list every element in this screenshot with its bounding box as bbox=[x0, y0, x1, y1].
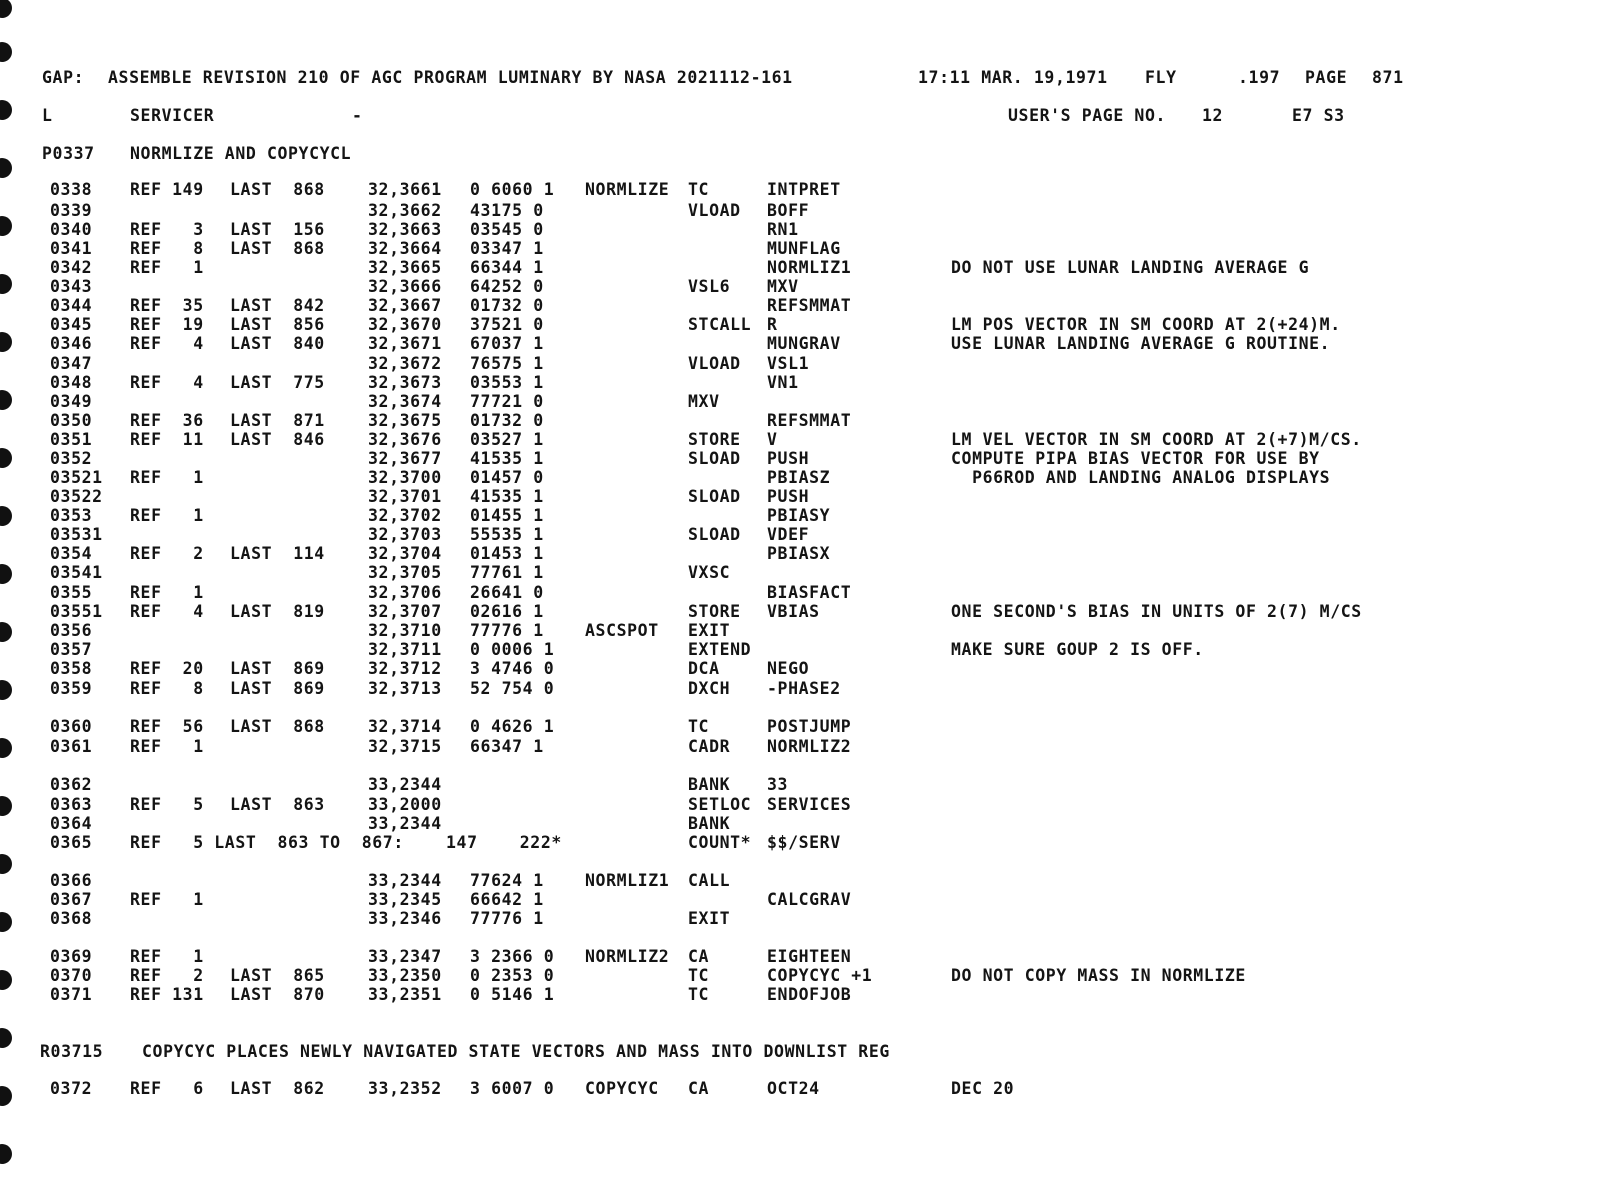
line-number: 0344 bbox=[50, 296, 93, 315]
operand: NORMLIZ1 bbox=[767, 258, 852, 277]
address: 33,2346 bbox=[368, 909, 442, 928]
operand: VN1 bbox=[767, 373, 799, 392]
last-ref: LAST 846 bbox=[230, 430, 325, 449]
opcode: TC bbox=[688, 717, 710, 736]
ref-count: REF 35 bbox=[130, 296, 204, 315]
opcode: DXCH bbox=[688, 679, 731, 698]
table-row bbox=[0, 258, 1617, 278]
operand: REFSMMAT bbox=[767, 411, 852, 430]
table-row bbox=[0, 373, 1617, 393]
last-ref: LAST 868 bbox=[230, 239, 325, 258]
octal-word: 03545 0 bbox=[470, 220, 544, 239]
octal-word: 01453 1 bbox=[470, 544, 544, 563]
table-row bbox=[0, 947, 1617, 967]
opcode: COUNT* bbox=[688, 833, 752, 852]
comment: DEC 20 bbox=[951, 1079, 1015, 1098]
table-row bbox=[0, 679, 1617, 699]
operand: SERVICES bbox=[767, 795, 852, 814]
operand: NEGO bbox=[767, 659, 810, 678]
operand: 33 bbox=[767, 775, 789, 794]
line-number: 0354 bbox=[50, 544, 93, 563]
fly-label: FLY bbox=[1145, 68, 1177, 87]
punch-hole bbox=[0, 1144, 12, 1164]
operand: MUNGRAV bbox=[767, 334, 841, 353]
section-dash: - bbox=[352, 106, 363, 125]
line-number: 0356 bbox=[50, 621, 93, 640]
last-ref: LAST 868 bbox=[230, 180, 325, 199]
last-ref: LAST 863 bbox=[230, 795, 325, 814]
opcode: CALL bbox=[688, 871, 731, 890]
last-ref: LAST 868 bbox=[230, 717, 325, 736]
last-ref: LAST 840 bbox=[230, 334, 325, 353]
opcode: TC bbox=[688, 966, 710, 985]
line-number: 0355 bbox=[50, 583, 93, 602]
octal-word: 41535 1 bbox=[470, 487, 544, 506]
table-row bbox=[0, 985, 1617, 1005]
section-letter: L bbox=[42, 106, 53, 125]
last-ref: LAST 865 bbox=[230, 966, 325, 985]
table-row bbox=[0, 640, 1617, 660]
operand: POSTJUMP bbox=[767, 717, 852, 736]
opcode: TC bbox=[688, 985, 710, 1004]
comment: ONE SECOND'S BIAS IN UNITS OF 2(7) M/CS bbox=[951, 602, 1362, 621]
gap-label: GAP: bbox=[42, 68, 85, 87]
operand: PBIASX bbox=[767, 544, 831, 563]
ref-count: REF 8 bbox=[130, 239, 204, 258]
comment: P66ROD AND LANDING ANALOG DISPLAYS bbox=[951, 468, 1331, 487]
table-row bbox=[0, 468, 1617, 488]
last-ref: LAST 156 bbox=[230, 220, 325, 239]
operand: V bbox=[767, 430, 778, 449]
label: COPYCYC bbox=[585, 1079, 659, 1098]
ref-count: REF 11 bbox=[130, 430, 204, 449]
address: 32,3713 bbox=[368, 679, 442, 698]
address: 32,3667 bbox=[368, 296, 442, 315]
line-number: 0359 bbox=[50, 679, 93, 698]
operand: PUSH bbox=[767, 449, 810, 468]
address: 32,3703 bbox=[368, 525, 442, 544]
ref-count: REF 6 bbox=[130, 1079, 204, 1098]
operand: MUNFLAG bbox=[767, 239, 841, 258]
line-number: 0363 bbox=[50, 795, 93, 814]
operand: EIGHTEEN bbox=[767, 947, 852, 966]
address: 32,3702 bbox=[368, 506, 442, 525]
line-number: 0364 bbox=[50, 814, 93, 833]
opcode: SLOAD bbox=[688, 487, 741, 506]
octal-word: 77761 1 bbox=[470, 563, 544, 582]
address: 32,3664 bbox=[368, 239, 442, 258]
users-page-number: 12 bbox=[1202, 106, 1224, 125]
opcode: STCALL bbox=[688, 315, 752, 334]
operand: REFSMMAT bbox=[767, 296, 852, 315]
operand: PBIASZ bbox=[767, 468, 831, 487]
address: 32,3705 bbox=[368, 563, 442, 582]
line-number: 0351 bbox=[50, 430, 93, 449]
opcode: MXV bbox=[688, 392, 720, 411]
last-ref: LAST 819 bbox=[230, 602, 325, 621]
ref-count: REF 131 bbox=[130, 985, 204, 1004]
octal-word: 26641 0 bbox=[470, 583, 544, 602]
address: 33,2345 bbox=[368, 890, 442, 909]
table-row bbox=[0, 334, 1617, 354]
address: 32,3673 bbox=[368, 373, 442, 392]
address: 32,3661 bbox=[368, 180, 442, 199]
ref-count: REF 1 bbox=[130, 737, 204, 756]
table-row bbox=[0, 392, 1617, 412]
label: ASCSPOT bbox=[585, 621, 659, 640]
address: 32,3707 bbox=[368, 602, 442, 621]
operand: OCT24 bbox=[767, 1079, 820, 1098]
line-number: 0358 bbox=[50, 659, 93, 678]
address: 32,3706 bbox=[368, 583, 442, 602]
address: 32,3675 bbox=[368, 411, 442, 430]
table-row bbox=[0, 833, 1617, 853]
ref-count: REF 8 bbox=[130, 679, 204, 698]
address: 32,3677 bbox=[368, 449, 442, 468]
table-row bbox=[0, 621, 1617, 641]
table-row bbox=[0, 315, 1617, 335]
line-number: 03551 bbox=[50, 602, 103, 621]
table-row bbox=[0, 1079, 1617, 1099]
octal-word: 0 4626 1 bbox=[470, 717, 555, 736]
last-ref: LAST 862 bbox=[230, 1079, 325, 1098]
line-number: 0353 bbox=[50, 506, 93, 525]
title-text: NORMLIZE AND COPYCYCL bbox=[130, 144, 352, 163]
line-number: 0343 bbox=[50, 277, 93, 296]
comment: DO NOT USE LUNAR LANDING AVERAGE G bbox=[951, 258, 1310, 277]
table-row bbox=[0, 717, 1617, 737]
table-row bbox=[0, 737, 1617, 757]
octal-word: 3 6007 0 bbox=[470, 1079, 555, 1098]
line-number: 0347 bbox=[50, 354, 93, 373]
table-row bbox=[0, 239, 1617, 259]
operand: VDEF bbox=[767, 525, 810, 544]
comment: MAKE SURE GOUP 2 IS OFF. bbox=[951, 640, 1204, 659]
timestamp: 17:11 MAR. 19,1971 bbox=[918, 68, 1108, 87]
line-number: 0366 bbox=[50, 871, 93, 890]
octal-word: 01732 0 bbox=[470, 296, 544, 315]
address: 33,2347 bbox=[368, 947, 442, 966]
section-name: SERVICER bbox=[130, 106, 215, 125]
ref-count: REF 5 bbox=[130, 795, 204, 814]
address: 32,3674 bbox=[368, 392, 442, 411]
octal-word: 03527 1 bbox=[470, 430, 544, 449]
opcode: BANK bbox=[688, 814, 731, 833]
octal-word: 77776 1 bbox=[470, 909, 544, 928]
opcode: EXIT bbox=[688, 909, 731, 928]
opcode: STORE bbox=[688, 430, 741, 449]
octal-word: 76575 1 bbox=[470, 354, 544, 373]
table-row bbox=[0, 544, 1617, 564]
operand: BOFF bbox=[767, 201, 810, 220]
table-row bbox=[0, 966, 1617, 986]
line-number: 0350 bbox=[50, 411, 93, 430]
operand: COPYCYC +1 bbox=[767, 966, 873, 985]
line-number: 0342 bbox=[50, 258, 93, 277]
table-row bbox=[0, 220, 1617, 240]
opcode: VSL6 bbox=[688, 277, 731, 296]
line-number: 0362 bbox=[50, 775, 93, 794]
octal-word: 43175 0 bbox=[470, 201, 544, 220]
comment: USE LUNAR LANDING AVERAGE G ROUTINE. bbox=[951, 334, 1331, 353]
ref-count: REF 149 bbox=[130, 180, 204, 199]
ref-code: E7 S3 bbox=[1292, 106, 1345, 125]
line-number: 03531 bbox=[50, 525, 103, 544]
address: 32,3714 bbox=[368, 717, 442, 736]
operand: VBIAS bbox=[767, 602, 820, 621]
ref-count: REF 1 bbox=[130, 258, 204, 277]
table-row bbox=[0, 201, 1617, 221]
opcode: BANK bbox=[688, 775, 731, 794]
opcode: TC bbox=[688, 180, 710, 199]
opcode: CA bbox=[688, 1079, 710, 1098]
ref-count: REF 4 bbox=[130, 373, 204, 392]
table-row bbox=[0, 354, 1617, 374]
ref-count: REF 4 bbox=[130, 602, 204, 621]
ref-count: REF 1 bbox=[130, 468, 204, 487]
ref-count: REF 19 bbox=[130, 315, 204, 334]
table-row bbox=[0, 430, 1617, 450]
punch-hole bbox=[0, 1028, 12, 1048]
ref-count: REF 1 bbox=[130, 583, 204, 602]
operand: -PHASE2 bbox=[767, 679, 841, 698]
operand: VSL1 bbox=[767, 354, 810, 373]
ref-count: REF 1 bbox=[130, 890, 204, 909]
address: 32,3670 bbox=[368, 315, 442, 334]
table-row bbox=[0, 525, 1617, 545]
line-number: 0352 bbox=[50, 449, 93, 468]
operand: R bbox=[767, 315, 778, 334]
address: 32,3712 bbox=[368, 659, 442, 678]
operand: PUSH bbox=[767, 487, 810, 506]
opcode: CA bbox=[688, 947, 710, 966]
label: NORMLIZE bbox=[585, 180, 670, 199]
line-number: 0361 bbox=[50, 737, 93, 756]
octal-word: 41535 1 bbox=[470, 449, 544, 468]
address: 32,3715 bbox=[368, 737, 442, 756]
octal-word: 3 4746 0 bbox=[470, 659, 555, 678]
line-number: 0357 bbox=[50, 640, 93, 659]
table-row bbox=[0, 659, 1617, 679]
table-row bbox=[0, 277, 1617, 297]
title-code: P0337 bbox=[42, 144, 95, 163]
octal-word: 66642 1 bbox=[470, 890, 544, 909]
opcode: VLOAD bbox=[688, 201, 741, 220]
octal-word: 77776 1 bbox=[470, 621, 544, 640]
ref-count: REF 3 bbox=[130, 220, 204, 239]
operand: $$/SERV bbox=[767, 833, 841, 852]
opcode: EXTEND bbox=[688, 640, 752, 659]
table-row bbox=[0, 909, 1617, 929]
ref-count: REF 1 bbox=[130, 506, 204, 525]
address: 33,2000 bbox=[368, 795, 442, 814]
operand: ENDOFJOB bbox=[767, 985, 852, 1004]
address: 32,3663 bbox=[368, 220, 442, 239]
opcode: VLOAD bbox=[688, 354, 741, 373]
operand: INTPRET bbox=[767, 180, 841, 199]
octal-word: 01455 1 bbox=[470, 506, 544, 525]
octal-word: 02616 1 bbox=[470, 602, 544, 621]
ref-count: REF 1 bbox=[130, 947, 204, 966]
octal-word: 0 6060 1 bbox=[470, 180, 555, 199]
line-number: 0368 bbox=[50, 909, 93, 928]
operand: MXV bbox=[767, 277, 799, 296]
table-row bbox=[0, 411, 1617, 431]
assemble-text: ASSEMBLE REVISION 210 OF AGC PROGRAM LUMINARY BY NASA 2021112-161 bbox=[108, 68, 793, 87]
operand: RN1 bbox=[767, 220, 799, 239]
operand: CALCGRAV bbox=[767, 890, 852, 909]
octal-word: 03347 1 bbox=[470, 239, 544, 258]
line-number: 0369 bbox=[50, 947, 93, 966]
address: 33,2344 bbox=[368, 814, 442, 833]
last-ref: LAST 871 bbox=[230, 411, 325, 430]
octal-word: 3 2366 0 bbox=[470, 947, 555, 966]
octal-word: 01457 0 bbox=[470, 468, 544, 487]
octal-word: 67037 1 bbox=[470, 334, 544, 353]
octal-word: 01732 0 bbox=[470, 411, 544, 430]
page-label: PAGE bbox=[1305, 68, 1348, 87]
section2-code: R03715 bbox=[40, 1042, 104, 1061]
label: NORMLIZ1 bbox=[585, 871, 670, 890]
octal-word: 52 754 0 bbox=[470, 679, 555, 698]
table-row bbox=[0, 814, 1617, 834]
table-row bbox=[0, 890, 1617, 910]
ref-count: REF 4 bbox=[130, 334, 204, 353]
table-row bbox=[0, 296, 1617, 316]
line-number: 0338 bbox=[50, 180, 93, 199]
line-number: 0360 bbox=[50, 717, 93, 736]
address: 32,3701 bbox=[368, 487, 442, 506]
table-row bbox=[0, 775, 1617, 795]
octal-word: 77624 1 bbox=[470, 871, 544, 890]
table-row bbox=[0, 449, 1617, 469]
octal-word: 37521 0 bbox=[470, 315, 544, 334]
last-ref: LAST 869 bbox=[230, 679, 325, 698]
address: 32,3665 bbox=[368, 258, 442, 277]
opcode: SLOAD bbox=[688, 525, 741, 544]
opcode: SETLOC bbox=[688, 795, 752, 814]
run-code: .197 bbox=[1238, 68, 1281, 87]
table-row bbox=[0, 506, 1617, 526]
line-number: 0367 bbox=[50, 890, 93, 909]
punch-hole bbox=[0, 158, 12, 178]
opcode: EXIT bbox=[688, 621, 731, 640]
line-number: 0339 bbox=[50, 201, 93, 220]
table-row bbox=[0, 871, 1617, 891]
opcode: STORE bbox=[688, 602, 741, 621]
ref-count: REF 2 bbox=[130, 544, 204, 563]
last-ref: LAST 114 bbox=[230, 544, 325, 563]
octal-word: 66344 1 bbox=[470, 258, 544, 277]
line-number: 0372 bbox=[50, 1079, 93, 1098]
address: 33,2344 bbox=[368, 775, 442, 794]
ref-count: REF 56 bbox=[130, 717, 204, 736]
address: 32,3676 bbox=[368, 430, 442, 449]
table-row bbox=[0, 583, 1617, 603]
operand: PBIASY bbox=[767, 506, 831, 525]
address: 32,3666 bbox=[368, 277, 442, 296]
line-number: 0341 bbox=[50, 239, 93, 258]
comment: LM POS VECTOR IN SM COORD AT 2(+24)M. bbox=[951, 315, 1341, 334]
octal-word: 0 0006 1 bbox=[470, 640, 555, 659]
octal-word: 77721 0 bbox=[470, 392, 544, 411]
line-number: 0348 bbox=[50, 373, 93, 392]
opcode: DCA bbox=[688, 659, 720, 678]
octal-word: 66347 1 bbox=[470, 737, 544, 756]
ref-count: REF 36 bbox=[130, 411, 204, 430]
table-row bbox=[0, 795, 1617, 815]
address: 33,2350 bbox=[368, 966, 442, 985]
punch-hole bbox=[0, 0, 12, 18]
address: 32,3710 bbox=[368, 621, 442, 640]
last-ref: LAST 870 bbox=[230, 985, 325, 1004]
opcode: VXSC bbox=[688, 563, 731, 582]
last-ref: LAST 842 bbox=[230, 296, 325, 315]
line-number: 0346 bbox=[50, 334, 93, 353]
line-number: 0345 bbox=[50, 315, 93, 334]
address: 33,2351 bbox=[368, 985, 442, 1004]
users-page-label: USER'S PAGE NO. bbox=[1008, 106, 1167, 125]
address: 32,3671 bbox=[368, 334, 442, 353]
table-row bbox=[0, 487, 1617, 507]
address: 32,3700 bbox=[368, 468, 442, 487]
address: 32,3711 bbox=[368, 640, 442, 659]
line-number: 0365 bbox=[50, 833, 93, 852]
octal-word: 03553 1 bbox=[470, 373, 544, 392]
address: 32,3672 bbox=[368, 354, 442, 373]
comment: COMPUTE PIPA BIAS VECTOR FOR USE BY bbox=[951, 449, 1320, 468]
ref-count: REF 2 bbox=[130, 966, 204, 985]
operand: NORMLIZ2 bbox=[767, 737, 852, 756]
octal-word: 0 5146 1 bbox=[470, 985, 555, 1004]
line-number: 03541 bbox=[50, 563, 103, 582]
opcode: SLOAD bbox=[688, 449, 741, 468]
address: 33,2344 bbox=[368, 871, 442, 890]
last-ref: LAST 856 bbox=[230, 315, 325, 334]
line-number: 0349 bbox=[50, 392, 93, 411]
ref-count: REF 5 LAST 863 TO 867: 147 222* bbox=[130, 833, 562, 852]
octal-word: 55535 1 bbox=[470, 525, 544, 544]
table-row bbox=[0, 563, 1617, 583]
line-number: 0370 bbox=[50, 966, 93, 985]
line-number: 0371 bbox=[50, 985, 93, 1004]
address: 32,3662 bbox=[368, 201, 442, 220]
punch-hole bbox=[0, 42, 12, 62]
table-row bbox=[0, 180, 1617, 200]
section2-text: COPYCYC PLACES NEWLY NAVIGATED STATE VECTORS AND MASS INTO DOWNLIST REG bbox=[142, 1042, 890, 1061]
octal-word: 64252 0 bbox=[470, 277, 544, 296]
address: 32,3704 bbox=[368, 544, 442, 563]
label: NORMLIZ2 bbox=[585, 947, 670, 966]
table-row bbox=[0, 602, 1617, 622]
last-ref: LAST 775 bbox=[230, 373, 325, 392]
address: 33,2352 bbox=[368, 1079, 442, 1098]
line-number: 03522 bbox=[50, 487, 103, 506]
ref-count: REF 20 bbox=[130, 659, 204, 678]
opcode: CADR bbox=[688, 737, 731, 756]
operand: BIASFACT bbox=[767, 583, 852, 602]
last-ref: LAST 869 bbox=[230, 659, 325, 678]
comment: DO NOT COPY MASS IN NORMLIZE bbox=[951, 966, 1246, 985]
line-number: 03521 bbox=[50, 468, 103, 487]
punch-hole bbox=[0, 100, 12, 120]
line-number: 0340 bbox=[50, 220, 93, 239]
comment: LM VEL VECTOR IN SM COORD AT 2(+7)M/CS. bbox=[951, 430, 1362, 449]
page-number: 871 bbox=[1372, 68, 1404, 87]
octal-word: 0 2353 0 bbox=[470, 966, 555, 985]
